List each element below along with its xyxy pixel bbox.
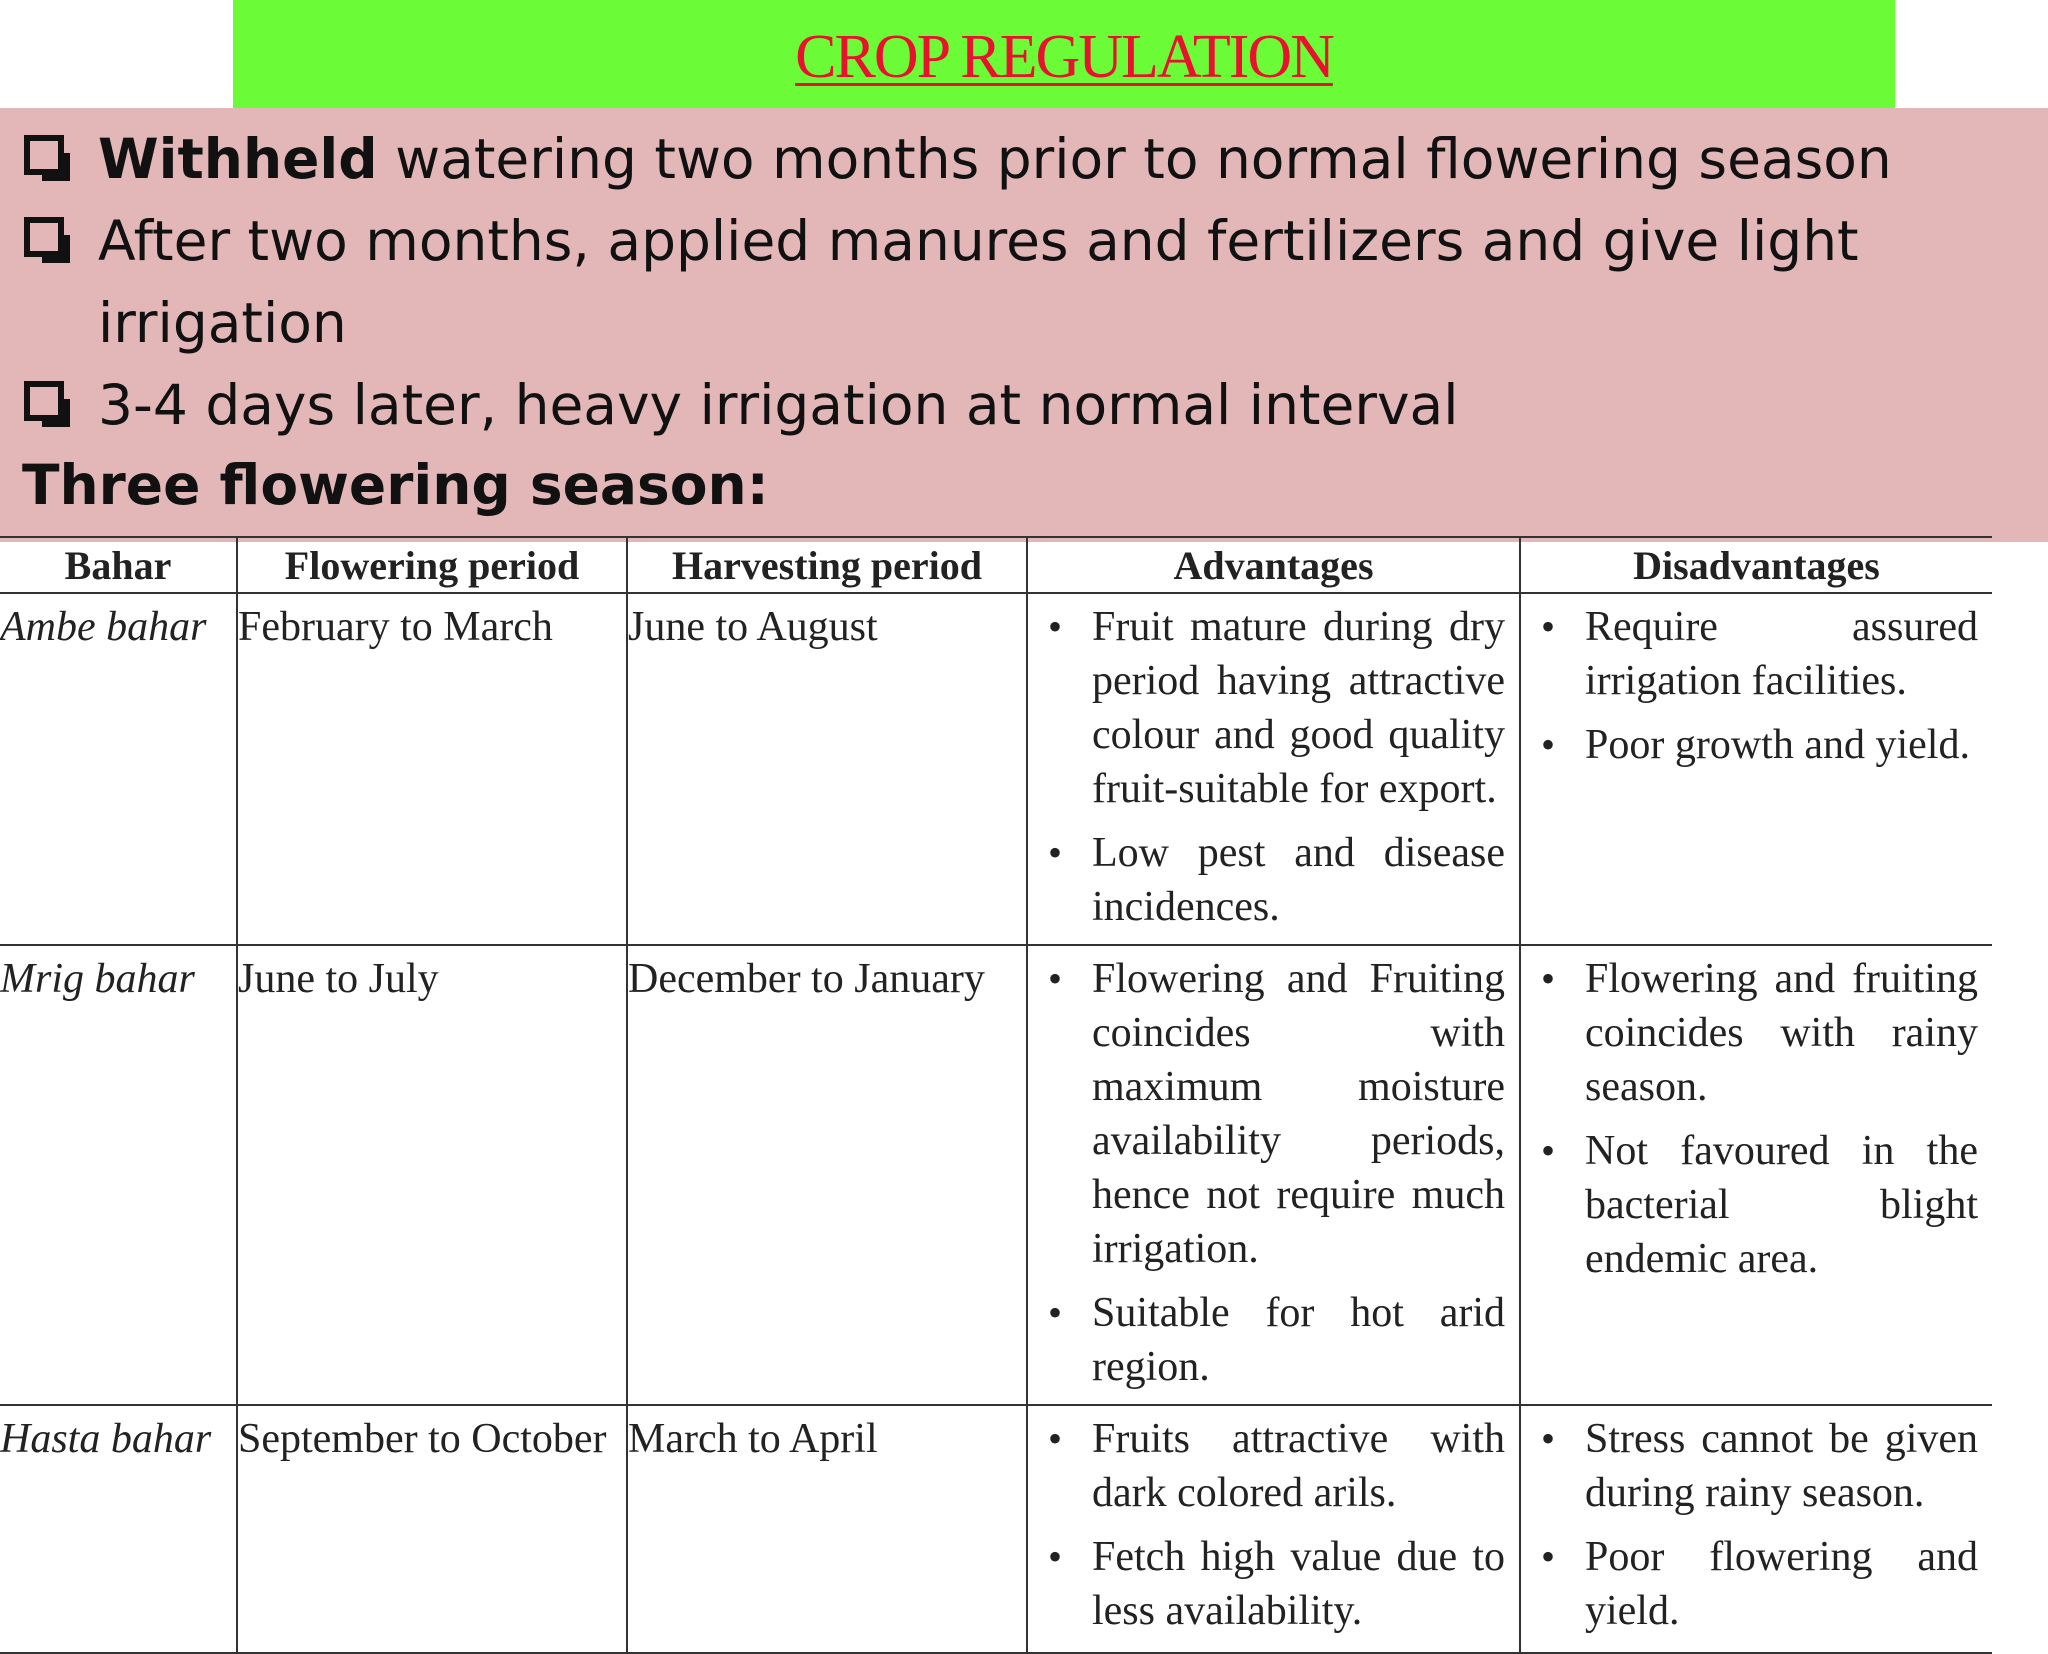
- disadvantages-cell: [1520, 945, 1992, 1405]
- bahar-cell: Hasta bahar: [0, 1405, 237, 1653]
- harvesting-cell: December to January: [627, 945, 1027, 1405]
- advantage-item: • Low pest and disease incidences.: [1092, 826, 1505, 934]
- table-row: [0, 945, 1992, 1405]
- bahar-cell: Ambe bahar: [0, 593, 237, 945]
- bullet-1: [98, 127, 1892, 191]
- disadvantage-item: • Poor flowering and yield.: [1585, 1530, 1978, 1638]
- header-disadvantages: Disadvantages: [1520, 537, 1992, 593]
- bullet-1-text: watering two months prior to normal flowering season: [377, 127, 1892, 191]
- table-row: [0, 593, 1992, 945]
- header-advantages: Advantages: [1027, 537, 1520, 593]
- checkbox-bullet-icon: [24, 381, 64, 421]
- disadvantages-cell: [1520, 1405, 1992, 1653]
- disadvantage-item: • Stress cannot be given during rainy season.: [1585, 1412, 1978, 1520]
- disadvantage-item: • Flowering and fruiting coincides with rainy season.: [1585, 952, 1978, 1114]
- header-bahar: Bahar: [0, 537, 237, 593]
- slide-title: CROP REGULATION: [795, 23, 1333, 91]
- bullet-1-bold: Withheld: [98, 127, 378, 191]
- subheading: Three flowering season:: [22, 453, 769, 517]
- advantage-item: • Fetch high value due to less availability.: [1092, 1530, 1505, 1638]
- bahar-cell: Mrig bahar: [0, 945, 237, 1405]
- title-banner: [233, 0, 1895, 118]
- advantage-item: • Fruits attractive with dark colored arils.: [1092, 1412, 1505, 1520]
- advantage-item: • Suitable for hot arid region.: [1092, 1286, 1505, 1394]
- harvesting-cell: June to August: [627, 593, 1027, 945]
- disadvantages-cell: [1520, 593, 1992, 945]
- bahar-table: [0, 536, 1992, 1654]
- checkbox-bullet-icon: [24, 217, 64, 257]
- flowering-cell: September to October: [237, 1405, 627, 1653]
- header-harvesting-period: Harvesting period: [627, 537, 1027, 593]
- table-header-row: [0, 537, 1992, 593]
- bullet-3: 3-4 days later, heavy irrigation at normal interval: [98, 373, 1459, 437]
- disadvantage-item: • Require assured irrigation facilities.: [1585, 600, 1978, 708]
- table-row: [0, 1405, 1992, 1653]
- header-flowering-period: Flowering period: [237, 537, 627, 593]
- flowering-cell: June to July: [237, 945, 627, 1405]
- disadvantage-item: • Poor growth and yield.: [1585, 718, 1978, 772]
- harvesting-cell: March to April: [627, 1405, 1027, 1653]
- advantages-cell: [1027, 593, 1520, 945]
- advantage-item: • Flowering and Fruiting coincides with maximum moisture availability periods, hence not require much irrigation.: [1092, 952, 1505, 1276]
- advantages-cell: [1027, 1405, 1520, 1653]
- disadvantage-item: • Not favoured in the bacterial blight endemic area.: [1585, 1124, 1978, 1286]
- advantage-item: • Fruit mature during dry period having attractive colour and good quality fruit-suitable for export.: [1092, 600, 1505, 816]
- bullet-2: After two months, applied manures and fertilizers and give light: [98, 209, 1859, 273]
- flowering-cell: February to March: [237, 593, 627, 945]
- advantages-cell: [1027, 945, 1520, 1405]
- checkbox-bullet-icon: [24, 135, 64, 175]
- bullet-2-continued: irrigation: [98, 291, 347, 355]
